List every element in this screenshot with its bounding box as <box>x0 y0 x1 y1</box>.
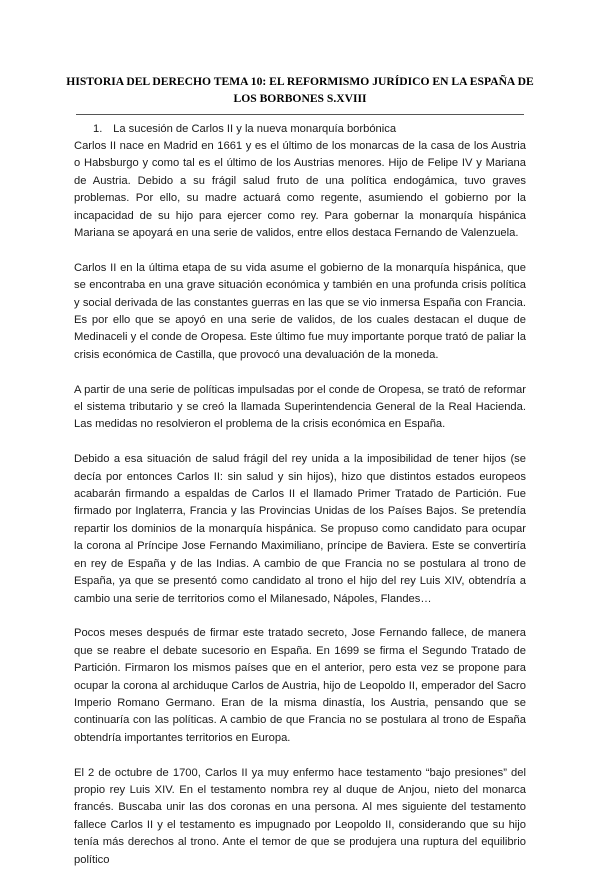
section-heading <box>93 121 396 138</box>
body-text <box>74 138 526 886</box>
paragraph: Pocos meses después de firmar este tratado secreto, Jose Fernando fallece, de manera que se reabre el debate sucesorio en España. En 1699 se firma el Segundo Tratado de Partición. Firmaron los mismos países que en el anterior, pero esta vez se propone para ocupar la corona al archiduque Carlos de Austria, hijo de Leopoldo II, emperador del Sacro Imperio Romano Germano. Eran de la misma dinastía, los Austria, pensando que se continuaría con las políticas. A cambio de que Francia no se postulara al trono de España obtendría importantes territorios en Europa. <box>74 627 526 744</box>
paragraph: El 2 de octubre de 1700, Carlos II ya muy enfermo hace testamento “bajo presiones” del propio rey Luis XIV. En el testamento nombra rey al duque de Anjou, nieto del monarca francés. Buscaba unir las dos coronas en una persona. Al mes siguiente del testamento fallece Carlos II y el testamento es impugnado por Leopoldo II, considerando que su hijo tenía más derechos al trono. Ante el temor de que se produjera una ruptura del equilibrio político <box>74 766 526 866</box>
document-title: HISTORIA DEL DERECHO TEMA 10: EL REFORMISMO JURÍDICO EN LA ESPAÑA DE LOS BORBONES S.XVIII <box>66 75 534 105</box>
section-number: 1. <box>93 123 103 135</box>
paragraph: Carlos II nace en Madrid en 1661 y es el último de los monarcas de la casa de los Austria o Habsburgo y como tal es el último de los Austrias menores. Hijo de Felipe IV y Mariana de Austria. Debido a su frágil salud fruto de una política endogámica, tuvo graves problemas. Por ello, su madre actuará como regente, asumiendo el gobierno por la incapacidad de su hijo para ejercer como rey. Para gobernar la monarquía hispánica Mariana se apoyará en una serie de validos, entre ellos destaca Fernando de Valenzuela. <box>74 140 526 240</box>
title-divider <box>76 114 524 115</box>
section-heading-text: La sucesión de Carlos II y la nueva monarquía borbónica <box>113 123 397 135</box>
paragraph: Debido a esa situación de salud frágil del rey unida a la imposibilidad de tener hijos (se decía por entonces Carlos II: sin salud y sin hijos), hizo que distintos estados europeos acabarán firmando a espaldas de Carlos II el llamado Primer Tratado de Partición. Fue firmado por Inglaterra, Francia y las Provincias Unidas de los Países Bajos. Se pretendía repartir los dominios de la monarquía hispánica. Se propuso como candidato para ocupar la corona al Príncipe Jose Fernando Maximiliano, príncipe de Baviera. Este se convertiría en rey de España y de las Indias. A cambio de que Francia no se postulara al trono de España, ya que se presentó como candidato al trono el hijo del rey Luis XIV, obtendría a cambio una serie de territorios como el Milanesado, Nápoles, Flandes… <box>74 453 526 605</box>
paragraph: Carlos II en la última etapa de su vida asume el gobierno de la monarquía hispánica, que se encontraba en una grave situación económica y también en una profunda crisis política y social derivada de las constantes guerras en las que se vio inmersa España con Francia. Es por ello que se apoyó en una serie de validos, de los cuales destacan el duque de Medinaceli y el conde de Oropesa. Este último fue muy importante porque trató de paliar la crisis económica de Castilla, que provocó una devaluación de la moneda. <box>74 261 526 361</box>
paragraph: A partir de una serie de políticas impulsadas por el conde de Oropesa, se trató de reformar el sistema tributario y se creó la llamada Superintendencia General de la Real Hacienda. Las medidas no resolvieron el problema de la crisis económica en España. <box>74 383 526 431</box>
